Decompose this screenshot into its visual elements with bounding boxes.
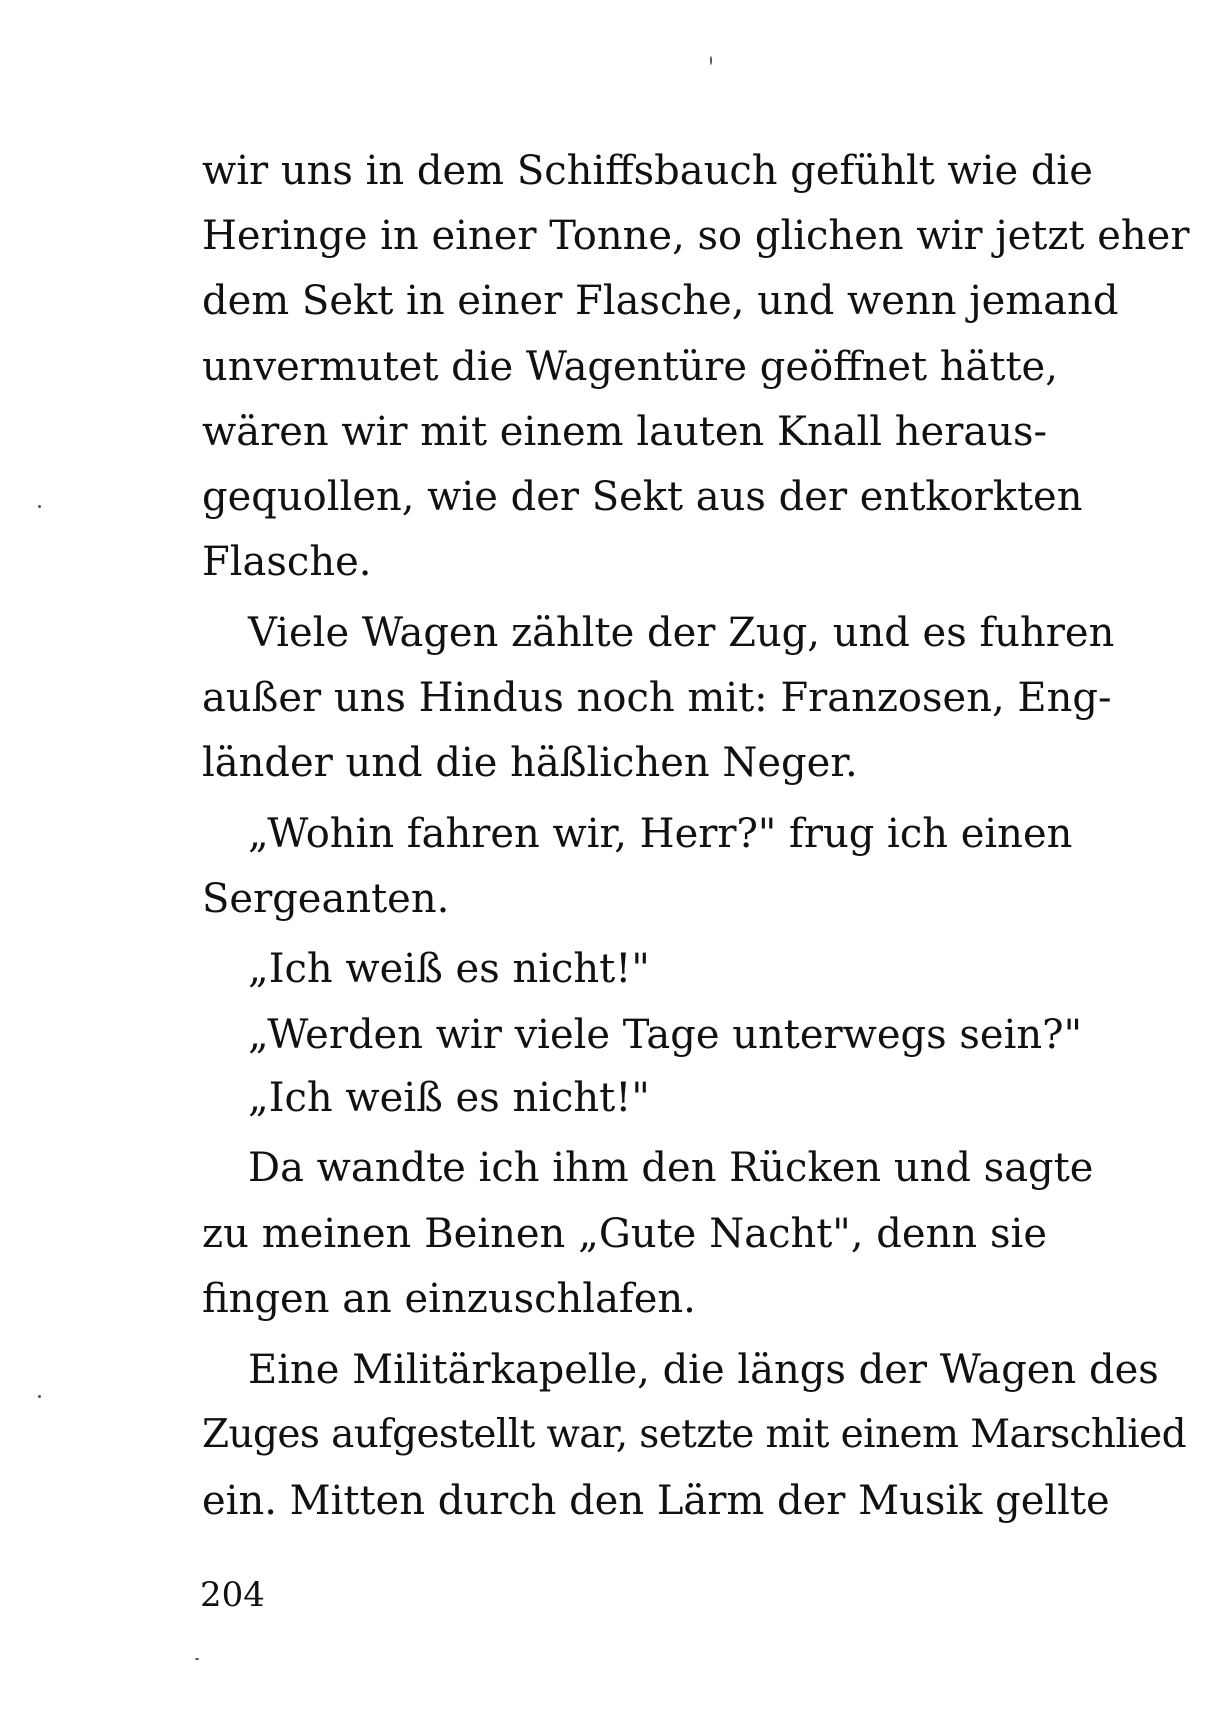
text-line: Zuges aufgestellt war, setzte mit einem Marschlied [202,1412,1187,1457]
text-line: Eine Militärkapelle, die längs der Wagen des [248,1347,1159,1393]
text-line: „Werden wir viele Tage unterwegs sein?" [248,1012,1082,1058]
text-line: Da wandte ich ihm den Rücken und sagte [248,1145,1094,1191]
text-line: unvermutet die Wagentüre geöffnet hätte, [202,344,1058,390]
text-line: gequollen, wie der Sekt aus der entkorkten [202,474,1083,520]
page-number: 204 [200,1575,265,1615]
print-speck [195,1658,199,1660]
text-line: „Ich weiß es nicht!" [248,1075,650,1121]
text-line: Heringe in einer Tonne, so glichen wir jetzt eher [202,213,1190,259]
text-line: „Ich weiß es nicht!" [248,946,650,992]
print-speck [710,56,712,65]
text-line: ein. Mitten durch den Lärm der Musik gellte [202,1478,1110,1524]
print-speck [38,505,41,508]
text-line: fingen an einzuschlafen. [202,1276,696,1322]
text-line: wir uns in dem Schiffsbauch gefühlt wie die [202,148,1093,194]
print-speck [38,1395,41,1398]
text-line: Flasche. [202,539,372,585]
text-line: Sergeanten. [202,876,450,922]
text-line: „Wohin fahren wir, Herr?" frug ich einen [248,811,1073,857]
text-line: zu meinen Beinen „Gute Nacht", denn sie [202,1211,1047,1257]
text-line: Viele Wagen zählte der Zug, und es fuhren [248,610,1115,656]
text-line: länder und die häßlichen Neger. [202,740,858,786]
text-line: außer uns Hindus noch mit: Franzosen, Eng- [202,675,1112,721]
text-line: dem Sekt in einer Flasche, und wenn jemand [202,278,1119,324]
text-line: wären wir mit einem lauten Knall heraus- [202,409,1047,455]
